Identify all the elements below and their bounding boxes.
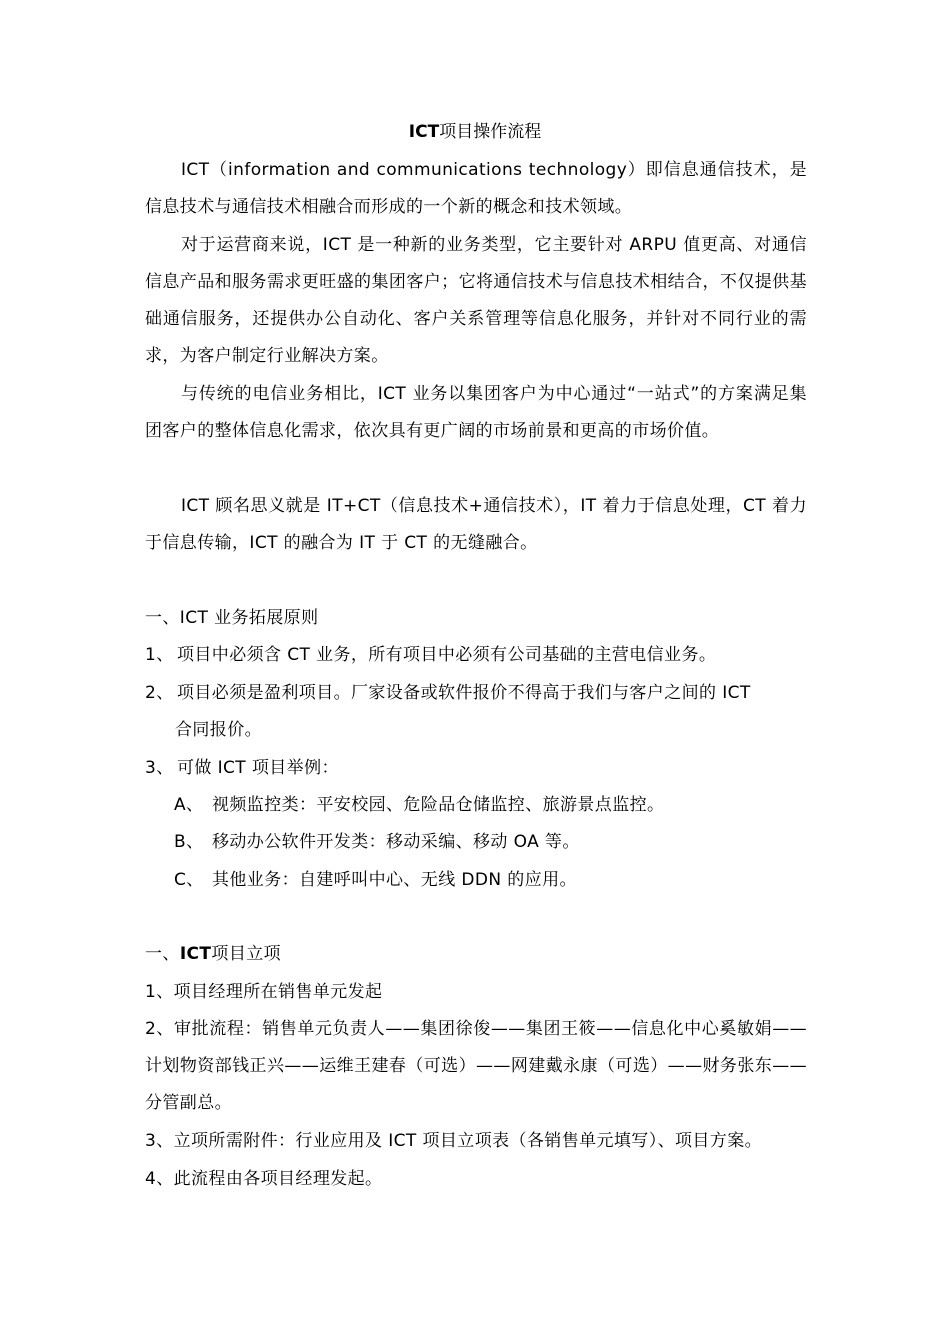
item-number: 3、 <box>145 758 174 778</box>
section1-subitem-b <box>174 827 580 857</box>
subitem-letter: A、 <box>174 795 204 815</box>
item-number: 1、 <box>145 645 174 665</box>
section1-item-3 <box>145 750 807 787</box>
item-text: 项目必须是盈利项目。厂家设备或软件报价不得高于我们与客户之间的 ICT <box>177 683 751 703</box>
intro-paragraph-4: ICT 顾名思义就是 IT+CT（信息技术+通信技术），IT 着力于信息处理，CT 着力于信息传输，ICT 的融合为 IT 于 CT 的无缝融合。 <box>145 496 807 553</box>
subitem-letter: C、 <box>174 870 204 890</box>
item-continuation: 合同报价。 <box>175 720 262 740</box>
title-prefix: ICT <box>408 122 440 142</box>
section2-item-3: 3、立项所需附件：行业应用及 ICT 项目立项表（各销售单元填写）、项目方案。 <box>145 1131 762 1151</box>
subitem-text: 移动办公软件开发类：移动采编、移动 OA 等。 <box>212 832 580 852</box>
section1-item-1 <box>145 637 807 674</box>
section2-item-1: 1、项目经理所在销售单元发起 <box>145 982 383 1002</box>
item-text: 项目中必须含 CT 业务，所有项目中必须有公司基础的主营电信业务。 <box>177 645 717 665</box>
section1-subitem-c <box>174 865 577 895</box>
heading-rest: 项目立项 <box>211 944 282 964</box>
item-text: 可做 ICT 项目举例： <box>177 758 339 778</box>
section1-item-2 <box>145 675 807 749</box>
intro-paragraph-2: 对于运营商来说，ICT 是一种新的业务类型，它主要针对 ARPU 值更高、对通信信息产品和服务需求更旺盛的集团客户；它将通信技术与信息技术相结合，不仅提供基础通信服务，还提供办公自动化、客户关系管理等信息化服务，并针对不同行业的需求，为客户制定行业解决方案。 <box>145 235 807 366</box>
section2-heading <box>145 939 281 969</box>
subitem-text: 视频监控类：平安校园、危险品仓储监控、旅游景点监控。 <box>212 795 665 815</box>
intro-paragraph-3: 与传统的电信业务相比，ICT 业务以集团客户为中心通过“一站式”的方案满足集团客户的整体信息化需求，依次具有更广阔的市场前景和更高的市场价值。 <box>145 384 807 441</box>
heading-prefix: 一、 <box>145 944 180 964</box>
item-number: 2、 <box>145 683 174 703</box>
subitem-letter: B、 <box>174 832 204 852</box>
document-title <box>0 117 950 147</box>
intro-paragraph-1: ICT（information and communications technology）即信息通信技术，是信息技术与通信技术相融合而形成的一个新的概念和技术领域。 <box>145 160 807 217</box>
subitem-text: 其他业务：自建呼叫中心、无线 DDN 的应用。 <box>212 870 577 890</box>
section2-item-4: 4、此流程由各项目经理发起。 <box>145 1169 383 1189</box>
heading-bold-text: ICT <box>179 944 212 964</box>
section2-item-2: 2、审批流程：销售单元负责人——集团徐俊——集团王筱——信息化中心奚敏娟——计划物资部钱正兴——运维王建春（可选）——网建戴永康（可选）——财务张东——分管副总。 <box>145 1019 807 1113</box>
title-rest: 项目操作流程 <box>439 122 542 142</box>
section1-subitem-a <box>174 790 664 820</box>
section1-heading: 一、ICT 业务拓展原则 <box>145 608 319 628</box>
